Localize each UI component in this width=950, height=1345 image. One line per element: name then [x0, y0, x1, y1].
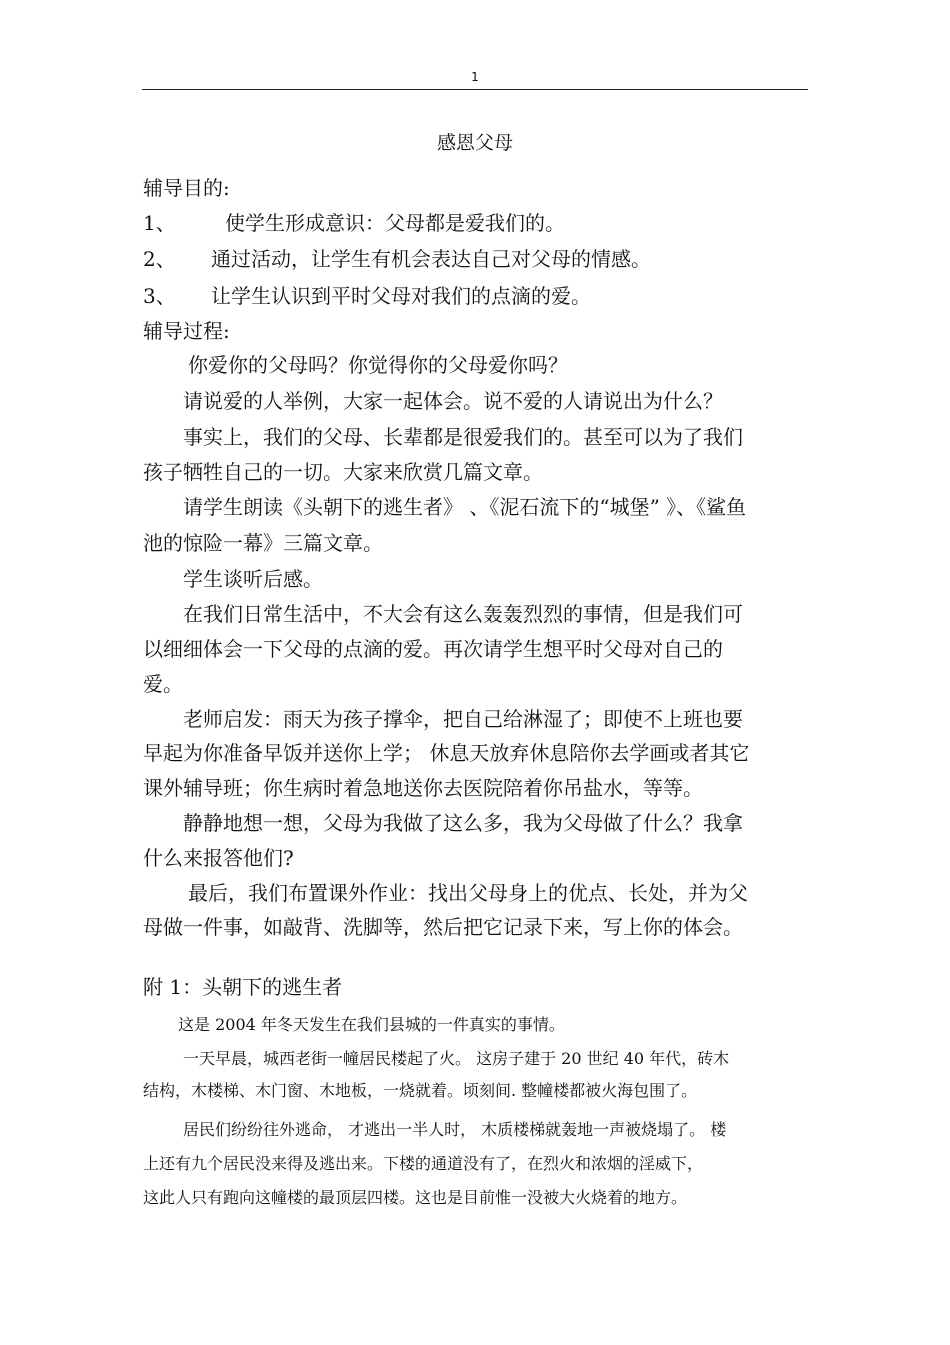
- objective-item-1: [143, 210, 565, 236]
- process-heading: 辅导过程:: [143, 319, 230, 343]
- objective-number: 1、: [143, 211, 176, 235]
- page-number: 1: [471, 70, 479, 84]
- paragraph-line: 早起为你准备早饭并送你上学； 休息天放弃休息陪你去学画或者其它: [143, 741, 750, 765]
- appendix-line: 上还有九个居民没来得及逃出来。下楼的通道没有了，在烈火和浓烟的淫威下，: [143, 1154, 704, 1173]
- appendix-heading: 附 1：头朝下的逃生者: [143, 975, 343, 999]
- header-rule: [142, 89, 808, 90]
- objective-number: 2、: [143, 247, 176, 271]
- paragraph-line: 你爱你的父母吗？你觉得你的父母爱你吗？: [188, 353, 568, 377]
- objective-number: 3、: [143, 284, 176, 308]
- objective-text: 通过活动，让学生有机会表达自己对父母的情感。: [211, 247, 651, 271]
- paragraph-line: 学生谈听后感。: [183, 567, 323, 591]
- paragraph-line: 请学生朗读《头朝下的逃生者》 、《泥石流下的“城堡” 》、《鲨鱼: [183, 495, 747, 519]
- appendix-line: 结构，木楼梯、木门窗、木地板，一烧就着。顷刻间. 整幢楼都被火海包围了。: [143, 1081, 698, 1100]
- paragraph-line: 以细细体会一下父母的点滴的爱。再次请学生想平时父母对自己的: [143, 637, 723, 661]
- paragraph-line: 在我们日常生活中，不大会有这么轰轰烈烈的事情，但是我们可: [183, 602, 743, 626]
- paragraph-line: 什么来报答他们?: [143, 846, 294, 870]
- paragraph-line: 母做一件事，如敲背、洗脚等，然后把它记录下来，写上你的体会。: [143, 915, 743, 939]
- objective-item-3: [143, 283, 591, 309]
- paragraph-line: 爱。: [143, 672, 183, 696]
- paragraph-line: 孩子牺牲自己的一切。大家来欣赏几篇文章。: [143, 460, 543, 484]
- appendix-line: 一天早晨，城西老街一幢居民楼起了火。 这房子建于 20 世纪 40 年代，砖木: [183, 1049, 730, 1068]
- appendix-line: 这此人只有跑向这幢楼的最顶层四楼。这也是目前惟一没被大火烧着的地方。: [143, 1188, 688, 1207]
- paragraph-line: 静静地想一想，父母为我做了这么多，我为父母做了什么？我拿: [183, 811, 743, 835]
- paragraph-line: 事实上，我们的父母、长辈都是很爱我们的。甚至可以为了我们: [183, 425, 743, 449]
- paragraph-line: 课外辅导班；你生病时着急地送你去医院陪着你吊盐水，等等。: [143, 776, 703, 800]
- appendix-line: 居民们纷纷往外逃命， 才逃出一半人时， 木质楼梯就轰地一声被烧塌了。 楼: [183, 1120, 727, 1139]
- paragraph-line: 老师启发：雨天为孩子撑伞，把自己给淋湿了；即使不上班也要: [183, 707, 743, 731]
- objectives-heading: 辅导目的:: [143, 176, 230, 200]
- document-title: 感恩父母: [436, 132, 513, 154]
- paragraph-line: 请说爱的人举例，大家一起体会。说不爱的人请说出为什么？: [183, 389, 723, 413]
- paragraph-line: 池的惊险一幕》三篇文章。: [143, 531, 383, 555]
- objective-item-2: [143, 246, 651, 272]
- appendix-line: 这是 2004 年冬天发生在我们县城的一件真实的事情。: [178, 1015, 565, 1034]
- objective-text: 让学生认识到平时父母对我们的点滴的爱。: [211, 284, 591, 308]
- objective-text: 使学生形成意识：父母都是爱我们的。: [225, 211, 565, 235]
- paragraph-line: 最后，我们布置课外作业：找出父母身上的优点、长处，并为父: [188, 881, 748, 905]
